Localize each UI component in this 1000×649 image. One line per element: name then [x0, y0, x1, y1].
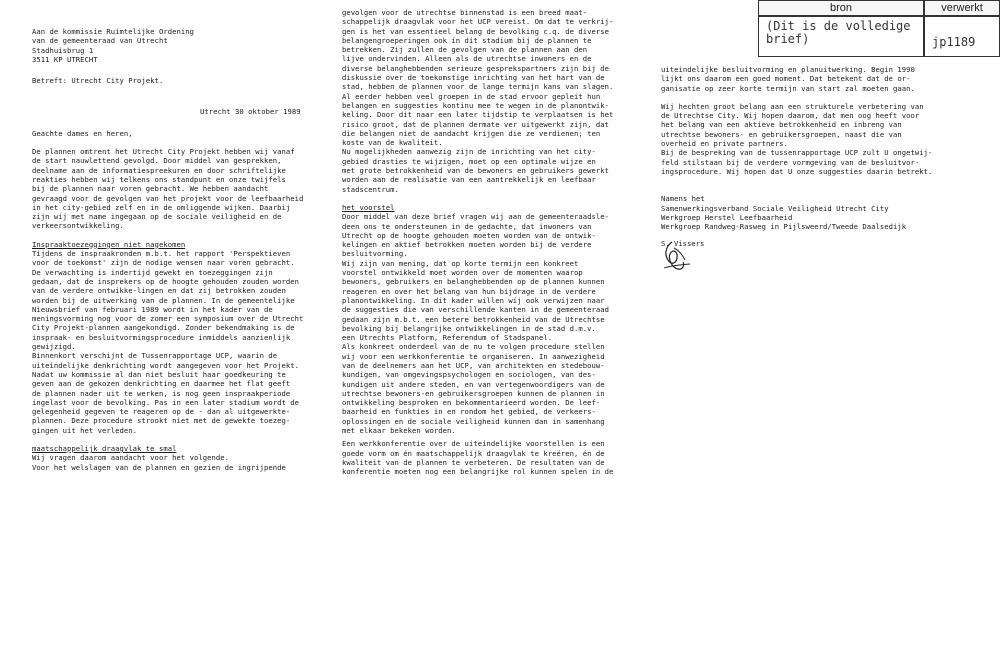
paragraph-besluitvorming: uiteindelijke besluitvorming en planuitwerking. Begin 1990 lijkt ons daarom een goed moment. Dat betekent dat de or- ganisatie op zeer korte termijn van start zal moeten gaan.	[661, 65, 915, 93]
subject-line: Betreft: Utrecht City Projekt.	[32, 76, 164, 86]
heading-draagvlak: maatschappelijk draagvlak te smal	[32, 443, 177, 453]
stamp-header-processed: verwerkt	[924, 0, 1000, 17]
letter-date: Utrecht 30 oktober 1989	[200, 107, 301, 117]
stamp-code: jp1189	[932, 35, 976, 49]
stamp-header-source: bron	[758, 0, 924, 17]
archive-stamp	[758, 0, 1000, 58]
recipient-address: Aan de kommissie Ruimtelijke Ordening van de gemeenteraad van Utrecht Stadhuisbrug 1 3511 KP UTRECHT	[32, 27, 194, 64]
paragraph-werkkonferentie: Een werkkonferentie over de uiteindelijke voorstellen is een goede vorm om én maatschappelijk draagvlak te kreëren, én de kwaliteit van de plannen te verbeteren. De resultaten van de konferentie moeten nog een belangrijke rol kunnen spelen in de	[342, 439, 614, 477]
heading-voorstel: het voorstel	[342, 202, 395, 212]
salutation: Geachte dames en heren,	[32, 128, 133, 138]
stamp-note: (Dit is de volledige brief)	[766, 19, 911, 46]
paragraph-conclusion: Wij hechten groot belang aan een strukturele verbetering van de Utrechtse City. Wij hopen daarom, dat men oog heeft voor het belang van een aktieve betrokkenheid en inbreng van utrechtse bewoners- en gebruikersgroepen, naast die van overheid en private partners. Bij de bespreking van de tussenrapportage UCP zult U ongetwij- feld stilstaan bij de verdere vormgeving van de besluitvor- ingsprocedure. Wij hopen dat U onze suggesties daarin betrekt.	[661, 101, 933, 176]
paragraph-intro: De plannen omtrent het Utrecht City Projekt hebben wij vanaf de start nauwlettend gevolgd. Door middel van gesprekken, deelname aan de informatiespreekuren en door schriftelijke reakties hebben wij telkens ons standpunt en onze twijfels bij de plannen naar voren gebracht. We hebben aandacht gevraagd voor de gevolgen van het projekt voor de leefbaarheid in het city-gebied zelf en in de omliggende wijken. Daarbij zijn wij met name ingegaan op de sociale veiligheid en de verkeersontwikkeling.	[32, 147, 304, 231]
paragraph-draagvlak: gevolgen voor de utrechtse binnenstad is een breed maat- schappelijk draagvlak voor het UCP vereist. Om dat te verkrij- gen is het van essentieel belang de bevolking c.q. de diverse belangengroeperingen ook in dit stadium bij de plannen te betrekken. Zij zullen de gevolgen van de plannen aan den lijve ondervinden. Alleen als de utrechtse inwoners en de diverse belanghebbenden serieuze gesprekspartners zijn bij de diskussie over de toekomstige inrichting van het hart van de stad, hebben de plannen voor de lange termijn kans van slagen. Al eerder hebben veel groepen in de stad ervoor gepleit hun belangen en suggesties kontinu mee te wegen in de planontwik- keling. Door dit naar een later tijdstip te verplaatsen is het risico groot, dat de plannen dermate ver uitgewerkt zijn, dat die belangen niet de aandacht krijgen die ze verdienen; ten koste van de kwaliteit. Nu mogelijkheden aanwezig zijn de inrichting van het city- gebied drasties te wijzigen, moet op een optimale wijze en met grote betrokkenheid van de bewoners en gebruikers gewerkt worden aan de realisatie van een aantrekkelijk en leefbaar stadscentrum.	[342, 8, 614, 194]
letter-column-1	[32, 27, 332, 472]
signer-name: S. Vissers	[661, 239, 705, 248]
handwritten-signature	[652, 238, 696, 274]
paragraph-voorstel: Door middel van deze brief vragen wij aan de gemeenteraadsle- deen ons te ondersteunen in de gedachte, dat inwoners van Utrecht op de hoogte gehouden moeten worden van de ontwik- kelingen en aktief betrokken moeten worden bij de verdere besluitvorming. Wij zijn van mening, dat op korte termijn een konkreet voorstel ontwikkeld moet worden over de momenten waarop bewoners, gebruikers en belanghebbenden op de plannen kunnen reageren en over het belang van hun bijdrage in de verdere planontwikkeling. In dit kader willen wij ook verwijzen naar de suggesties die van verschillende kanten in de gemeenteraad gedaan zijn m.b.t. een betere betrokkenheid van de Utrechtse bevolking bij belangrijke ontwikkelingen in de stad d.m.v. een Utrechts Platform, Referendum of Stadspanel. Als konkreet onderdeel van de nu te volgen procedure stellen wij voor een werkkonferentie te organiseren. In aanwezigheid van de deelnemers aan het UCP, van architekten en stedebouw- kundigen, van omgevingspsychologen en sociologen, van des- kundigen uit andere steden, en van vertegenwoordigers van de utrechtse bewoners-en gebruikersgroepen kunnen de plannen in ontwikkeling besproken en bekommentarieerd worden. De leef- baarheid en funkties in en rondom het gebied, de verkeers- oplossingen en de sociale veiligheid kunnen dan in samenhang met elkaar bekeken worden.	[342, 212, 610, 436]
letter-column-3	[661, 65, 961, 231]
letter-column-2	[342, 8, 642, 477]
paragraph-draagvlak-start: Wij vragen daarom aandacht voor het volgende. Voor het welslagen van de plannen en gezien de ingrijpende	[32, 453, 286, 472]
paragraph-inspraak: Tijdens de inspraakronden m.b.t. het rapport 'Perspektieven voor de toekomst' zijn de nodige wensen naar voren gebracht. De verwachting is indertijd gewekt en toezeggingen zijn gedaan, dat de insprekers op de hoogte gehouden zouden worden van de verdere ontwikke-lingen en dat zij betrokken zouden worden bij de uitwerking van de plannen. In de gemeentelijke Nieuwsbrief van februari 1989 wordt in het kader van de meningsvorming nog voor de zomer een symposium over de Utrecht City Projekt-plannen aangekondigd. Zonder bekendmaking is de inspraak- en besluitvormingsprocedure inmiddels aanzienlijk gewijzigd. Binnenkort verschijnt de Tussenrapportage UCP, waarin de uiteindelijke denkrichting wordt aangegeven voor het Projekt. Nadat uw kommissie al dan niet besluit haar goedkeuring te geven aan de gekozen denkrichting en daarmee het flat geeft de plannen nader uit te werken, is nog geen inspraakperiode ingelast voor de bevolking. Pas in een later stadium wordt de gelegenheid gegeven te reageren op de - dan al uitgewerkte- plannen. Deze procedure strookt niet met de gewekte toezeg- gingen uit het verleden.	[32, 249, 304, 435]
closing-signatories: Namens het Samenwerkingsverband Sociale Veiligheid Utrecht City Werkgroep Herstel Leefbaarheid Werkgroep Randweg-Rasweg in Pijlsweerd/Tweede Daalsedijk	[661, 194, 907, 232]
heading-inspraak: Inspraaktoezeggingen niet nagekomen	[32, 239, 186, 249]
